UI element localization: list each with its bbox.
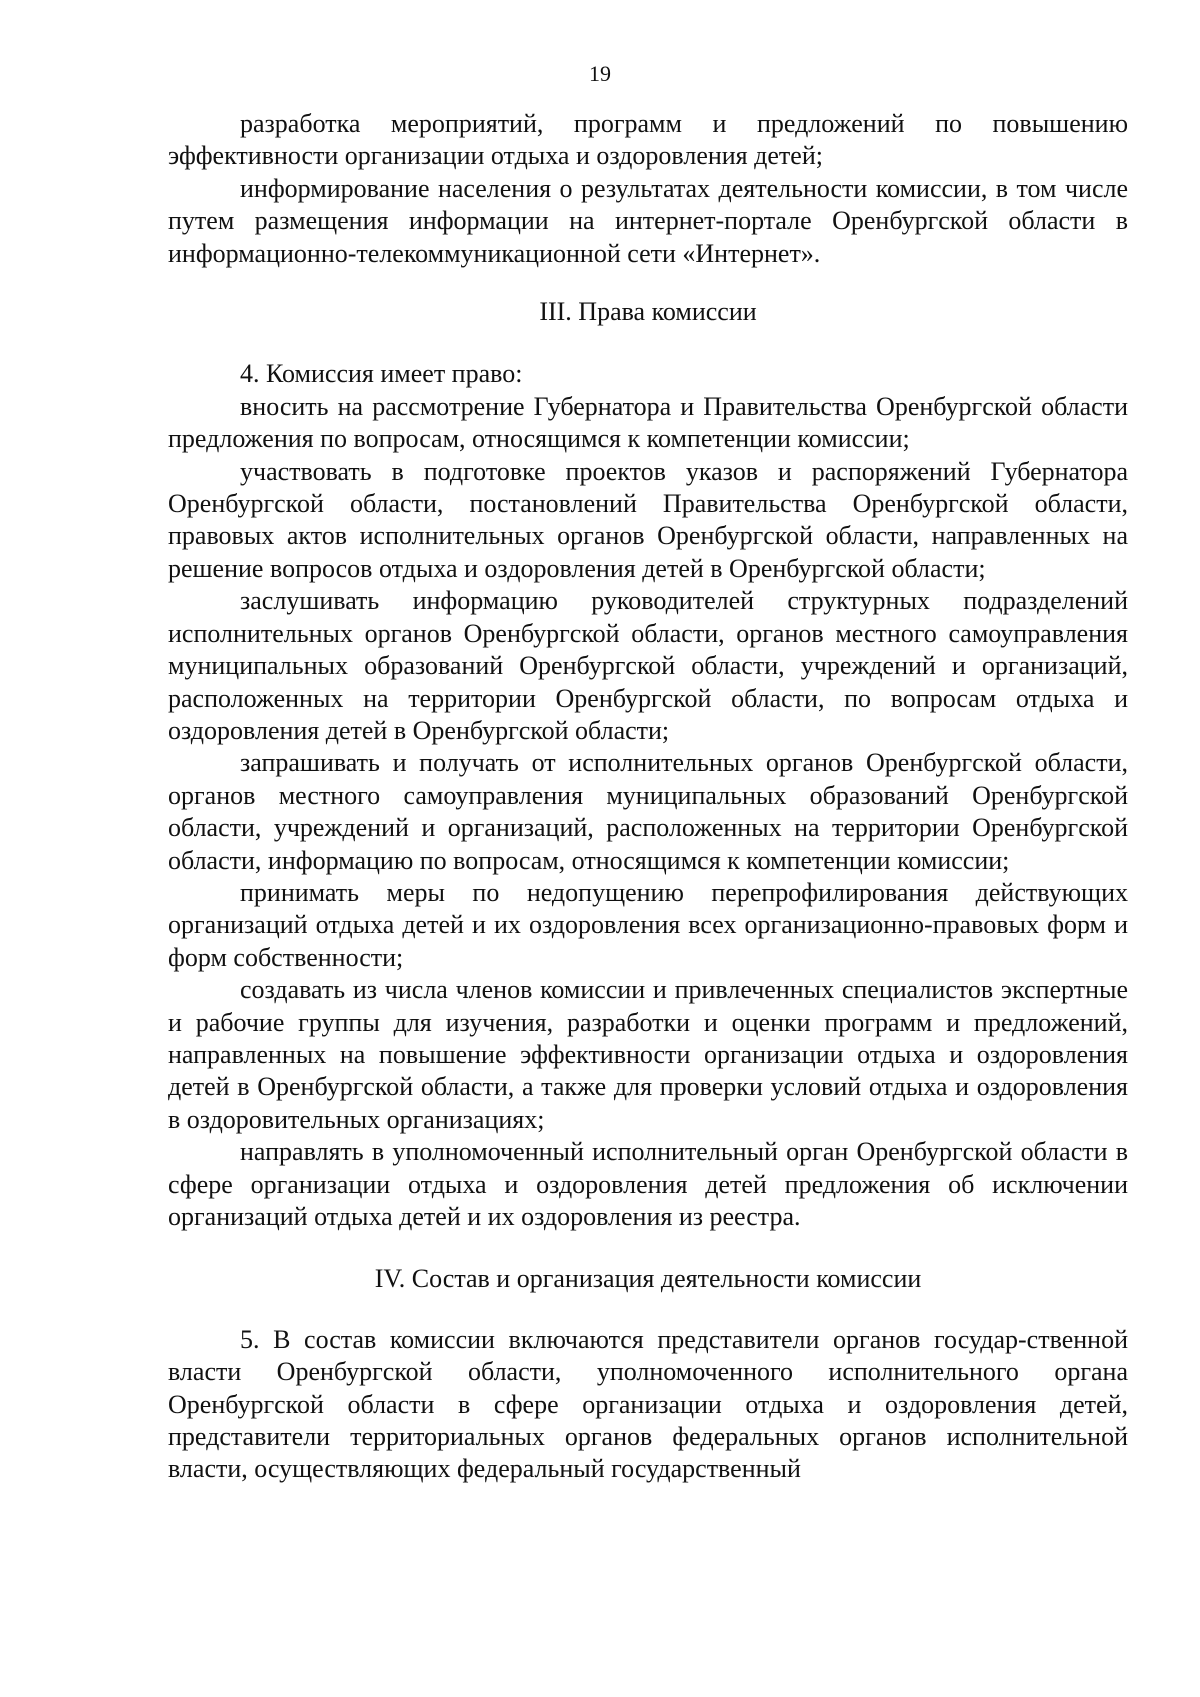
paragraph: 5. В состав комиссии включаются представители органов государ-ственной власти Оренбургской области, уполномоченного исполнительного органа Оренбургской области в сфере организации отдыха и оздоровления детей, представители территориальных органов федеральных органов исполнительной власти, осуществляющих федеральный государственный bbox=[168, 1324, 1128, 1484]
page-number: 19 bbox=[589, 61, 611, 86]
paragraph: информирование населения о результатах деятельности комиссии, в том числе путем размещения информации на интернет-портале Оренбургской области в информационно-телекоммуникационной сети «Интернет». bbox=[168, 173, 1128, 268]
document-body bbox=[168, 108, 1128, 1486]
paragraph: заслушивать информацию руководителей структурных подразделений исполнительных органов Оренбургской области, органов местного самоуправления муниципальных образований Оренбургской области, учреждений и организаций, расположенных на территории Оренбургской области, по вопросам отдыха и оздоровления детей в Оренбургской области; bbox=[168, 586, 1128, 745]
paragraph: создавать из числа членов комиссии и привлеченных специалистов экспертные и рабочие группы для изучения, разработки и оценки программ и предложений, направленных на повышение эффективности организации отдыха и оздоровления детей в Оренбургской области, а также для проверки условий отдыха и оздоровления в оздоровительных организациях; bbox=[168, 975, 1128, 1134]
paragraph: вносить на рассмотрение Губернатора и Правительства Оренбургской области предложения по вопросам, относящимся к компетенции комиссии; bbox=[168, 391, 1128, 454]
paragraph: направлять в уполномоченный исполнительный орган Оренбургской области в сфере организации отдыха и оздоровления детей предложения об исключении организаций отдыха детей и их оздоровления из реестра. bbox=[168, 1137, 1128, 1231]
paragraph: принимать меры по недопущению перепрофилирования действующих организаций отдыха детей и их оздоровления всех организационно-правовых форм и форм собственности; bbox=[168, 877, 1128, 972]
paragraph: разработка мероприятий, программ и предложений по повышению эффективности организации отдыха и оздоровления детей; bbox=[168, 109, 1128, 171]
paragraph: запрашивать и получать от исполнительных органов Оренбургской области, органов местного самоуправления муниципальных образований Оренбургской области, учреждений и организаций, расположенных на территории Оренбургской области, информацию по вопросам, относящимся к компетенции комиссии; bbox=[168, 748, 1128, 875]
section-heading-composition: IV. Состав и организация деятельности комиссии bbox=[374, 1264, 922, 1294]
paragraph: 4. Комиссия имеет право: bbox=[240, 359, 523, 389]
section-heading-rights: III. Права комиссии bbox=[539, 297, 757, 327]
paragraph: участвовать в подготовке проектов указов и распоряжений Губернатора Оренбургской области, постановлений Правительства Оренбургской области, правовых актов исполнительных органов Оренбургской области, направленных на решение вопросов отдыха и оздоровления детей в Оренбургской области; bbox=[168, 456, 1128, 583]
